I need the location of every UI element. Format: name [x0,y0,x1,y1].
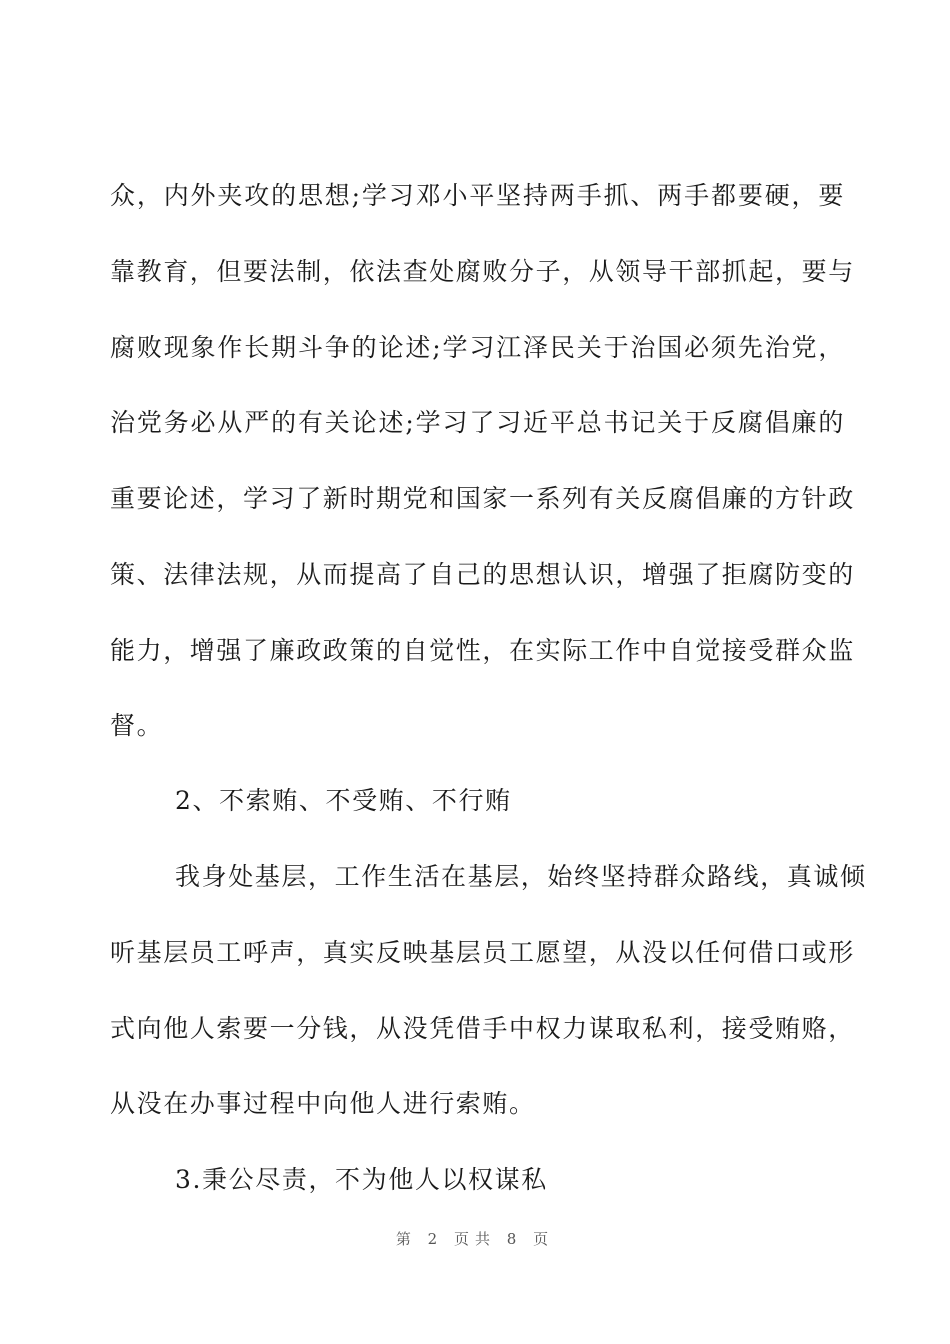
paragraph-line: 式向他人索要一分钱，从没凭借手中权力谋取私利，接受贿赂， [110,1014,855,1043]
section-heading: 2、不索贿、不受贿、不行贿 [175,786,512,815]
paragraph-line: 从没在办事过程中向他人进行索贿。 [110,1089,536,1118]
paragraph-line: 腐败现象作长期斗争的论述;学习江泽民关于治国必须先治党， [110,333,845,362]
paragraph-line: 听基层员工呼声，真实反映基层员工愿望，从没以任何借口或形 [110,938,855,967]
paragraph-line: 督。 [110,711,164,740]
page-number-footer [0,1228,950,1249]
paragraph-line: 治党务必从严的有关论述;学习了习近平总书记关于反腐倡廉的 [110,408,845,437]
page-number-label: 第 2 页共 8 页 [395,1230,555,1248]
paragraph-line: 重要论述，学习了新时期党和国家一系列有关反腐倡廉的方针政 [110,484,855,513]
paragraph-line: 策、法律法规，从而提高了自己的思想认识，增强了拒腐防变的 [110,560,855,589]
section-heading: 3.秉公尽责，不为他人以权谋私 [175,1165,548,1194]
paragraph-line: 我身处基层，工作生活在基层，始终坚持群众路线，真诚倾 [175,862,867,891]
paragraph-line: 能力，增强了廉政政策的自觉性，在实际工作中自觉接受群众监 [110,636,855,665]
paragraph-line: 靠教育，但要法制，依法查处腐败分子，从领导干部抓起，要与 [110,257,855,286]
paragraph-line: 众，内外夹攻的思想;学习邓小平坚持两手抓、两手都要硬，要 [110,181,845,210]
